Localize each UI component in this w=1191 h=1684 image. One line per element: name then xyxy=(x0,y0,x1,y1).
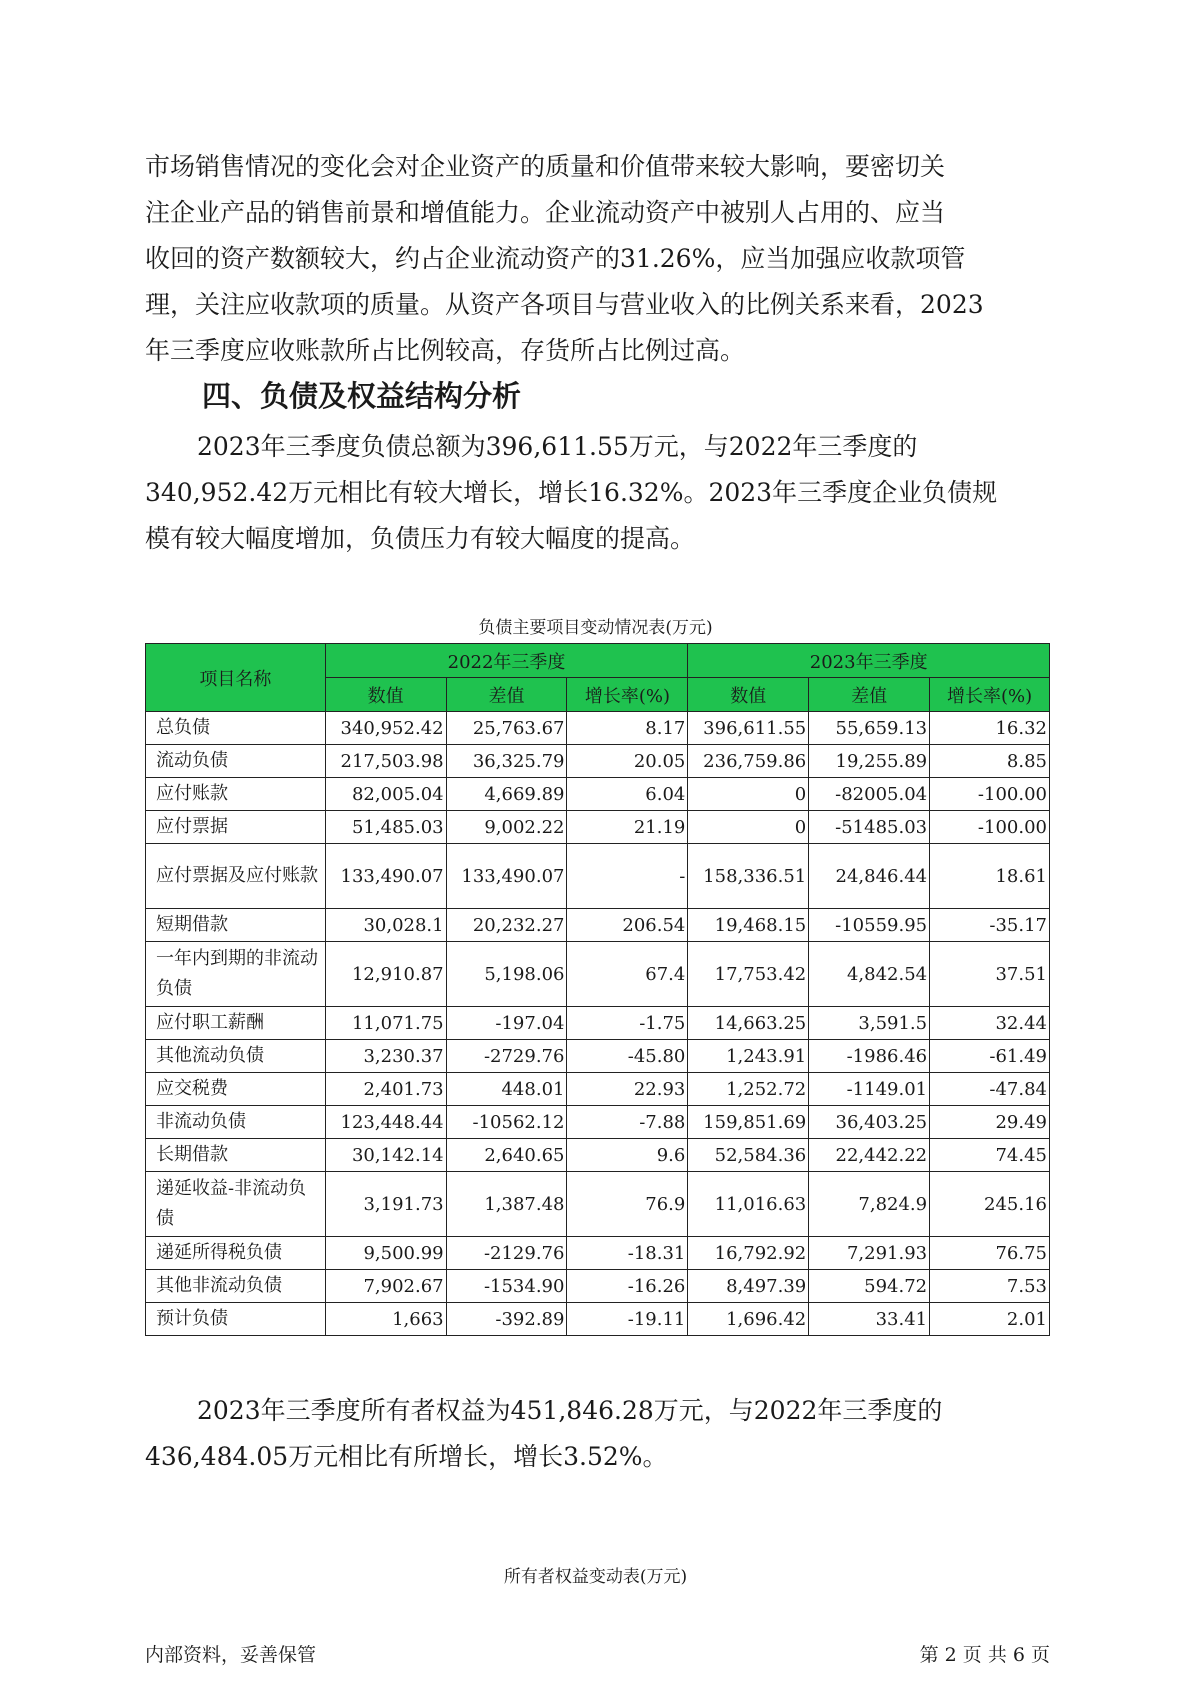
value-cell: -2729.76 xyxy=(446,1040,567,1073)
debt-table-caption: 负债主要项目变动情况表(万元) xyxy=(478,618,713,638)
value-cell: -2129.76 xyxy=(446,1237,567,1270)
value-cell: 158,336.51 xyxy=(688,844,809,909)
item-name-cell: 应付账款 xyxy=(146,778,326,811)
value-cell: 2,640.65 xyxy=(446,1139,567,1172)
value-cell: -45.80 xyxy=(567,1040,688,1073)
value-cell: 55,659.13 xyxy=(809,712,930,745)
value-cell: 7,291.93 xyxy=(809,1237,930,1270)
intro-paragraph xyxy=(145,144,1050,374)
item-name-cell: 其他非流动负债 xyxy=(146,1270,326,1303)
table-row xyxy=(146,1007,1050,1040)
value-cell: -392.89 xyxy=(446,1303,567,1336)
value-cell: 7,902.67 xyxy=(325,1270,446,1303)
value-cell: 0 xyxy=(688,778,809,811)
value-cell: 19,468.15 xyxy=(688,909,809,942)
value-cell: -82005.04 xyxy=(809,778,930,811)
value-cell: 2.01 xyxy=(930,1303,1050,1336)
item-name-cell: 应交税费 xyxy=(146,1073,326,1106)
value-cell: 9.6 xyxy=(567,1139,688,1172)
value-cell: 1,663 xyxy=(325,1303,446,1336)
value-cell: 594.72 xyxy=(809,1270,930,1303)
value-cell: 36,403.25 xyxy=(809,1106,930,1139)
value-cell: 11,016.63 xyxy=(688,1172,809,1237)
item-name-cell: 其他流动负债 xyxy=(146,1040,326,1073)
text-line: 436,484.05万元相比有所增长，增长3.52%。 xyxy=(145,1442,668,1471)
value-cell: -10559.95 xyxy=(809,909,930,942)
table-row xyxy=(146,942,1050,1007)
value-cell: 3,191.73 xyxy=(325,1172,446,1237)
value-cell: 3,591.5 xyxy=(809,1007,930,1040)
text-line: 年三季度应收账款所占比例较高，存货所占比例过高。 xyxy=(145,336,746,365)
debt-table-body xyxy=(146,712,1050,1336)
item-name-cell: 短期借款 xyxy=(146,909,326,942)
value-cell: -100.00 xyxy=(930,811,1050,844)
value-cell: -1.75 xyxy=(567,1007,688,1040)
value-cell: 123,448.44 xyxy=(325,1106,446,1139)
item-name-cell: 递延所得税负债 xyxy=(146,1237,326,1270)
value-cell: 29.49 xyxy=(930,1106,1050,1139)
value-cell: 67.4 xyxy=(567,942,688,1007)
value-cell: 30,142.14 xyxy=(325,1139,446,1172)
footer-page-number: 第 2 页 共 6 页 xyxy=(919,1644,1050,1666)
text-line: 市场销售情况的变化会对企业资产的质量和价值带来较大影响，要密切关 xyxy=(145,152,946,181)
item-name-cell: 非流动负债 xyxy=(146,1106,326,1139)
value-cell: 14,663.25 xyxy=(688,1007,809,1040)
value-header: 数值 xyxy=(688,678,809,712)
item-name-cell: 应付票据 xyxy=(146,811,326,844)
value-cell: 159,851.69 xyxy=(688,1106,809,1139)
text-line: 收回的资产数额较大，约占企业流动资产的31.26%，应当加强应收款项管 xyxy=(145,244,966,273)
table-row xyxy=(146,745,1050,778)
value-cell: 1,252.72 xyxy=(688,1073,809,1106)
item-name-cell: 递延收益-非流动负债 xyxy=(146,1172,326,1237)
value-cell: 236,759.86 xyxy=(688,745,809,778)
value-cell: 24,846.44 xyxy=(809,844,930,909)
value-cell: 9,002.22 xyxy=(446,811,567,844)
value-cell: -16.26 xyxy=(567,1270,688,1303)
value-cell: -61.49 xyxy=(930,1040,1050,1073)
table-row xyxy=(146,1303,1050,1336)
item-name-cell: 流动负债 xyxy=(146,745,326,778)
value-cell: 17,753.42 xyxy=(688,942,809,1007)
value-cell: 37.51 xyxy=(930,942,1050,1007)
value-cell: 217,503.98 xyxy=(325,745,446,778)
value-cell: 8.85 xyxy=(930,745,1050,778)
value-cell: -7.88 xyxy=(567,1106,688,1139)
section-heading: 四、负债及权益结构分析 xyxy=(202,379,522,413)
value-cell: 245.16 xyxy=(930,1172,1050,1237)
period-2023-header: 2023年三季度 xyxy=(688,644,1050,678)
value-cell: -10562.12 xyxy=(446,1106,567,1139)
value-cell: -18.31 xyxy=(567,1237,688,1270)
value-cell: -1534.90 xyxy=(446,1270,567,1303)
value-cell: 1,387.48 xyxy=(446,1172,567,1237)
value-cell: 7,824.9 xyxy=(809,1172,930,1237)
table-row xyxy=(146,1172,1050,1237)
value-cell: 1,243.91 xyxy=(688,1040,809,1073)
value-cell: 21.19 xyxy=(567,811,688,844)
value-cell: 22,442.22 xyxy=(809,1139,930,1172)
value-cell: 7.53 xyxy=(930,1270,1050,1303)
debt-paragraph xyxy=(145,424,1050,562)
value-cell: 11,071.75 xyxy=(325,1007,446,1040)
difference-header: 差值 xyxy=(446,678,567,712)
text-line: 模有较大幅度增加，负债压力有较大幅度的提高。 xyxy=(145,524,696,553)
debt-table xyxy=(145,643,1050,1336)
value-cell: 36,325.79 xyxy=(446,745,567,778)
table-row xyxy=(146,1270,1050,1303)
value-cell: 133,490.07 xyxy=(325,844,446,909)
value-cell: -35.17 xyxy=(930,909,1050,942)
value-cell: 76.75 xyxy=(930,1237,1050,1270)
growth-rate-header: 增长率(%) xyxy=(567,678,688,712)
value-cell: 340,952.42 xyxy=(325,712,446,745)
period-2022-header: 2022年三季度 xyxy=(325,644,688,678)
value-cell: 9,500.99 xyxy=(325,1237,446,1270)
table-row xyxy=(146,1073,1050,1106)
item-name-cell: 应付职工薪酬 xyxy=(146,1007,326,1040)
value-cell: 0 xyxy=(688,811,809,844)
equity-table-caption: 所有者权益变动表(万元) xyxy=(503,1567,688,1587)
text-line: 注企业产品的销售前景和增值能力。企业流动资产中被别人占用的、应当 xyxy=(145,198,946,227)
table-row xyxy=(146,1139,1050,1172)
value-cell: 4,669.89 xyxy=(446,778,567,811)
value-cell: 6.04 xyxy=(567,778,688,811)
value-cell: 22.93 xyxy=(567,1073,688,1106)
item-name-cell: 应付票据及应付账款 xyxy=(146,844,326,909)
value-cell: -100.00 xyxy=(930,778,1050,811)
table-row xyxy=(146,1040,1050,1073)
footer-confidential-note: 内部资料，妥善保管 xyxy=(145,1644,317,1666)
item-name-cell: 一年内到期的非流动负债 xyxy=(146,942,326,1007)
value-cell: 25,763.67 xyxy=(446,712,567,745)
value-cell: 448.01 xyxy=(446,1073,567,1106)
growth-rate-header: 增长率(%) xyxy=(930,678,1050,712)
value-cell: 3,230.37 xyxy=(325,1040,446,1073)
value-cell: 30,028.1 xyxy=(325,909,446,942)
value-cell: -51485.03 xyxy=(809,811,930,844)
text-line: 2023年三季度所有者权益为451,846.28万元，与2022年三季度的 xyxy=(197,1396,943,1425)
value-cell: 16.32 xyxy=(930,712,1050,745)
value-cell: 20,232.27 xyxy=(446,909,567,942)
value-cell: 5,198.06 xyxy=(446,942,567,1007)
value-cell: 20.05 xyxy=(567,745,688,778)
table-row xyxy=(146,1237,1050,1270)
value-cell: 33.41 xyxy=(809,1303,930,1336)
value-cell: 133,490.07 xyxy=(446,844,567,909)
value-cell: 82,005.04 xyxy=(325,778,446,811)
value-cell: 19,255.89 xyxy=(809,745,930,778)
value-cell: 2,401.73 xyxy=(325,1073,446,1106)
table-row xyxy=(146,844,1050,909)
value-cell: 32.44 xyxy=(930,1007,1050,1040)
value-cell: 4,842.54 xyxy=(809,942,930,1007)
difference-header: 差值 xyxy=(809,678,930,712)
table-row xyxy=(146,1106,1050,1139)
text-line: 340,952.42万元相比有较大增长，增长16.32%。2023年三季度企业负债规 xyxy=(145,478,998,507)
value-cell: - xyxy=(567,844,688,909)
value-cell: 51,485.03 xyxy=(325,811,446,844)
value-cell: 1,696.42 xyxy=(688,1303,809,1336)
value-cell: 396,611.55 xyxy=(688,712,809,745)
value-cell: 52,584.36 xyxy=(688,1139,809,1172)
table-row xyxy=(146,712,1050,745)
value-cell: 206.54 xyxy=(567,909,688,942)
value-cell: 8,497.39 xyxy=(688,1270,809,1303)
value-cell: -47.84 xyxy=(930,1073,1050,1106)
item-name-header: 项目名称 xyxy=(146,644,326,712)
text-line: 理，关注应收款项的质量。从资产各项目与营业收入的比例关系来看，2023 xyxy=(145,290,984,319)
value-cell: 12,910.87 xyxy=(325,942,446,1007)
value-cell: -197.04 xyxy=(446,1007,567,1040)
text-line: 2023年三季度负债总额为396,611.55万元，与2022年三季度的 xyxy=(197,432,918,461)
table-row xyxy=(146,778,1050,811)
value-cell: 18.61 xyxy=(930,844,1050,909)
value-cell: -1986.46 xyxy=(809,1040,930,1073)
value-header: 数值 xyxy=(325,678,446,712)
value-cell: 74.45 xyxy=(930,1139,1050,1172)
table-row xyxy=(146,811,1050,844)
value-cell: -1149.01 xyxy=(809,1073,930,1106)
value-cell: -19.11 xyxy=(567,1303,688,1336)
value-cell: 8.17 xyxy=(567,712,688,745)
table-row xyxy=(146,909,1050,942)
value-cell: 16,792.92 xyxy=(688,1237,809,1270)
item-name-cell: 长期借款 xyxy=(146,1139,326,1172)
equity-paragraph xyxy=(145,1388,1050,1480)
item-name-cell: 总负债 xyxy=(146,712,326,745)
item-name-cell: 预计负债 xyxy=(146,1303,326,1336)
value-cell: 76.9 xyxy=(567,1172,688,1237)
